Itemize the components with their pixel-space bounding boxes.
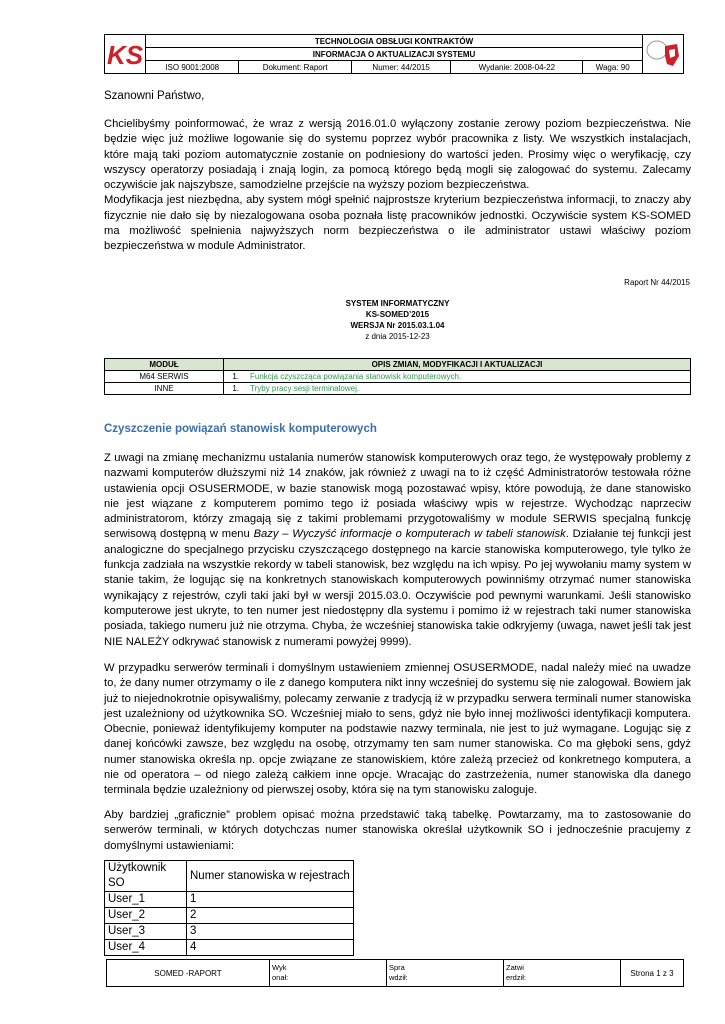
certificate-seal [643,35,684,74]
changes-module: M64 SERWIS [105,371,224,383]
table-row [105,908,354,924]
header-number: Numer: 44/2015 [351,61,451,74]
footer-approver-l2: erdził: [506,973,527,982]
header-doc: Dokument: Raport [239,61,351,74]
footer-doc: SOMED -RAPORT [107,960,270,987]
footer-author-l1: Wyk [272,963,287,972]
intro-paragraph-2: Modyfikacja jest niezbędna, aby system mógł spełnić najprostsze kryterium bezpieczeństwa informacji, to znaczy aby fizycznie nie dało się by niezalogowana osoba poznała listę pracowników jednostki. Oczywiście system KS-SOMED ma możliwość spełnienia najwyższych norm bezpieczeństwa o ile administrator ustawi właściwy poziom bezpieczeństwa w module Administrator. [104,194,691,253]
report-reference: Raport Nr 44/2015 [624,278,690,287]
system-line-3: WERSJA Nr 2015.03.1.04 [350,321,445,330]
header-subtitle: INFORMACJA O AKTUALIZACJI SYSTEMU [146,48,643,61]
ks-logo-icon [105,36,145,72]
header-iso: ISO 9001:2008 [146,61,239,74]
footer-checker [387,960,504,987]
changes-link[interactable]: Funkcja czyszcząca powiązania stanowisk komputerowych. [247,371,691,383]
changes-col-module: MODUŁ [105,359,224,371]
section-heading: Czyszczenie powiązań stanowisk komputerowych [104,423,377,435]
document-header [104,34,684,74]
changes-table [104,358,691,395]
body-paragraph-1 [104,451,691,650]
changes-link[interactable]: Tryby pracy sesji terminalowej. [247,383,691,395]
system-line-4: z dnia 2015-12-23 [365,332,430,341]
station-cell: 3 [187,924,354,940]
user-cell: User_3 [105,924,187,940]
svg-text:KS: KS [106,40,144,70]
footer-checker-l2: wdził: [389,973,408,982]
user-cell: User_1 [105,892,187,908]
footer-author-l2: onał: [272,973,289,982]
table-row [105,924,354,940]
system-line-2: KS-SOMED’2015 [365,310,430,319]
table-row [105,892,354,908]
changes-row [105,383,691,395]
changes-col-desc: OPIS ZMIAN, MODYFIKACJI I AKTUALIZACJI [224,359,691,371]
changes-num: 1. [224,371,248,383]
footer-author [270,960,387,987]
body1-menu-path: Bazy – Wyczyść informacje o komputerach w tabeli stanowisk [253,528,566,541]
user-table-h1: Użytkownik SO [105,861,187,892]
body1-part-b: . Działanie tej funkcji jest analogiczne do specjalnego przycisku czyszczącego dostępnego na karcie stanowiska komputerowego, tyle tylko że funkcja zadziała na wszystkie rekordy w tabeli stanowisk, bez względu na ich wpisy. Po jej wywołaniu mamy system w stanie takim, że logując się na konkretnych stanowiskach komputerowych powinniśmy otrzymać numer stanowiska wynikający z rejestrów, czyli taki jaki był w wersji 2015.03.0. Oczywiście pod pewnymi warunkami. Jeśli stanowisko komputerowe jest ukryte, to ten numer jest niedostępny dla systemu i pomimo iż w rejestrach taki numer stanowiska posiada, takiego numeru już nie otrzyma. Chyba, że wcześniej stanowiska takie odkryjemy (uwaga, nawet jeśli tak jest NIE NALEŻY odkrywać stanowisk z numerami powyżej 9999). [104,528,691,648]
station-cell: 4 [187,940,354,956]
footer-page: Strona 1 z 3 [621,960,684,987]
user-cell: User_4 [105,940,187,956]
footer-approver [504,960,621,987]
changes-module: INNE [105,383,224,395]
body-paragraph-3: Aby bardziej „graficznie” problem opisać można przedstawić taką tabelkę. Powtarzamy, ma to zastosowanie do serwerów terminali, w których dotychczas numer stanowiska określał użytkownik SO i jednocześnie pracujemy z domyślnymi ustawieniami: [104,809,691,852]
company-logo [105,35,146,74]
user-table-h2: Numer stanowiska w rejestrach [187,861,354,892]
header-issue: Wydanie: 2008-04-22 [451,61,583,74]
footer-approver-l1: Zatwi [506,963,524,972]
intro-paragraph: Chcielibyśmy poinformować, że wraz z wersją 2016.01.0 wyłączony zostanie zerowy poziom bezpieczeństwa. Nie będzie więc już możliwe logowanie się do systemu poprzez wybór pracownika z listy. We wszystkich instalacjach, które mają taki poziom automatycznie zostanie on podniesiony do wartości jeden. Prosimy więc o weryfikację, czy wszyscy operatorzy posiadają i znają login, za pomocą którego będą mogli się zalogować do systemu. Zalecamy oczywiście jak najszybsze, samodzielne przejście na wyższy poziom bezpieczeństwa. [104,118,691,192]
user-table [104,860,354,956]
system-line-1: SYSTEM INFORMATYCZNY [345,299,450,308]
seal-icon [643,36,683,72]
intro-section [104,117,691,255]
changes-num: 1. [224,383,248,395]
user-cell: User_2 [105,908,187,924]
footer-checker-l1: Spra [389,963,405,972]
document-footer [106,959,684,987]
header-title: TECHNOLOGIA OBSŁUGI KONTRAKTÓW [146,35,643,48]
body-paragraph-2: W przypadku serwerów terminali i domyślnym ustawieniem zmiennej OSUSERMODE, nadal należy mieć na uwadze to, że dany numer otrzymamy o ile z danego komputera nikt inny wcześniej do systemu się nie zalogował. Bowiem jak już to niejednokrotnie opisywaliśmy, polecamy zerwanie z tradycją iż w przypadku serwera terminali numer stanowiska jest uzależniony od użytkownika SO. Wcześniej miało to sens, gdyż nie było innej możliwości identyfikacji komputera. Obecnie, ponieważ identyfikujemy komputer na podstawie nazwy terminala, nie jest to już wymagane. Logując się z danej końcówki zawsze, bez względu na osobę, otrzymamy ten sam numer stanowiska. Co ma głęboki sens, gdyż numer stanowiska określa np. opcje związane ze stanowiskiem, które zależą przecież od konkretnego komputera, a nie od operatora – od niego zależą całkiem inne opcje. Wracając do zastrzeżenia, numer stanowiska dla danego terminala będzie uzależniony od pierwszej osoby, która się na tym stanowisku zaloguje. [104,662,691,797]
greeting: Szanowni Państwo, [104,90,205,102]
system-info [104,298,691,342]
station-cell: 2 [187,908,354,924]
body1-part-a: Z uwagi na zmianę mechanizmu ustalania numerów stanowisk komputerowych oraz tego, że występowały problemy z nazwami komputerów dłuższymi niż 14 znaków, jak również z uwagi na to iż część Administratorów testowała różne ustawienia opcji OSUSERMODE, w bazie stanowisk mogą pozostawać wpisy, które powodują, że dane stanowisko nie jest wiązane z komputerem pomimo tego iż posiada właściwy wpis w rejestrze. Wychodząc naprzeciw administratorom, którzy zmagają się z takimi problemami przygotowaliśmy w module SERWIS specjalną funkcję serwisową dostępną w menu [104,452,691,541]
header-weight: Waga: 90 [583,61,643,74]
table-row [105,940,354,956]
changes-row [105,371,691,383]
station-cell: 1 [187,892,354,908]
